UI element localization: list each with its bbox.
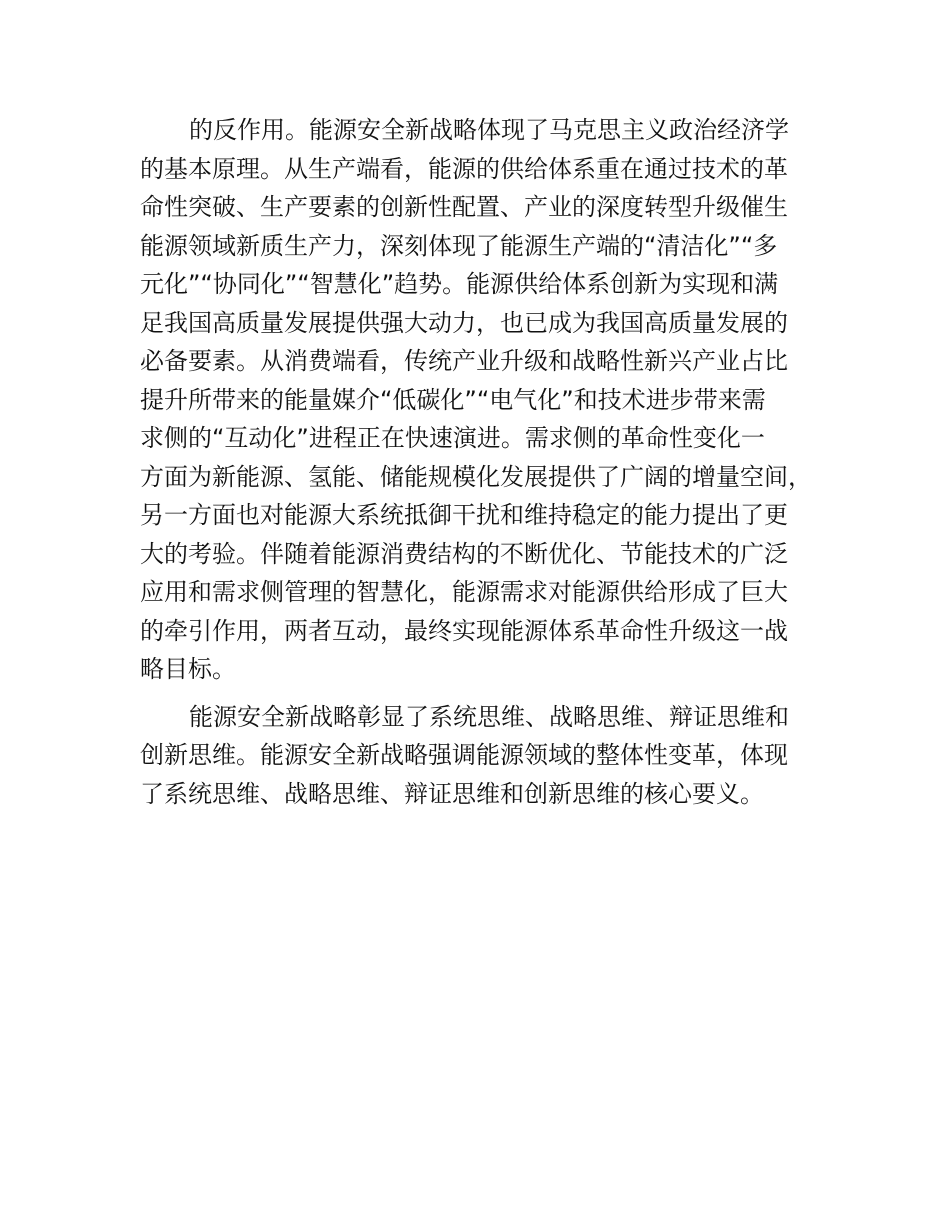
paragraph-1: [140, 111, 840, 689]
text-line: 另一方面也对能源大系统抵御干扰和维持稳定的能力提出了更: [140, 501, 788, 529]
paragraph-2: [140, 698, 840, 814]
text-line: 创新思维。能源安全新战略强调能源领域的整体性变革，体现: [140, 741, 788, 769]
text-line: 应用和需求侧管理的智慧化，能源需求对能源供给形成了巨大: [140, 578, 788, 606]
text-line: 足我国高质量发展提供强大动力，也已成为我国高质量发展的: [140, 308, 788, 337]
document-body: [140, 111, 840, 813]
text-line: 能源领域新质生产力，深刻体现了能源生产端的“清洁化”“多: [140, 231, 778, 260]
text-line: 求侧的“互动化”进程正在快速演进。需求侧的革命性变化一: [140, 424, 765, 452]
text-line: 的反作用。能源安全新战略体现了马克思主义政治经济学: [189, 116, 789, 144]
paragraph-spacer: [140, 689, 840, 698]
text-line: 略目标。: [140, 655, 236, 683]
text-line: 方面为新能源、氢能、储能规模化发展提供了广阔的增量空间，: [140, 462, 812, 491]
text-line: 的基本原理。从生产端看，能源的供给体系重在通过技术的革: [140, 154, 788, 183]
text-line: 的牵引作用，两者互动，最终实现能源体系革命性升级这一战: [140, 616, 788, 645]
text-line: 必备要素。从消费端看，传统产业升级和战略性新兴产业占比: [140, 347, 788, 375]
text-line: 元化”“协同化”“智慧化”趋势。能源供给体系创新为实现和满: [140, 270, 779, 298]
text-line: 能源安全新战略彰显了系统思维、战略思维、辩证思维和: [189, 702, 789, 731]
text-line: 提升所带来的能量媒介“低碳化”“电气化”和技术进步带来需: [140, 385, 766, 414]
text-line: 了系统思维、战略思维、辩证思维和创新思维的核心要义。: [140, 779, 764, 808]
text-line: 大的考验。伴随着能源消费结构的不断优化、节能技术的广泛: [140, 539, 788, 568]
text-line: 命性突破、生产要素的创新性配置、产业的深度转型升级催生: [140, 193, 788, 221]
